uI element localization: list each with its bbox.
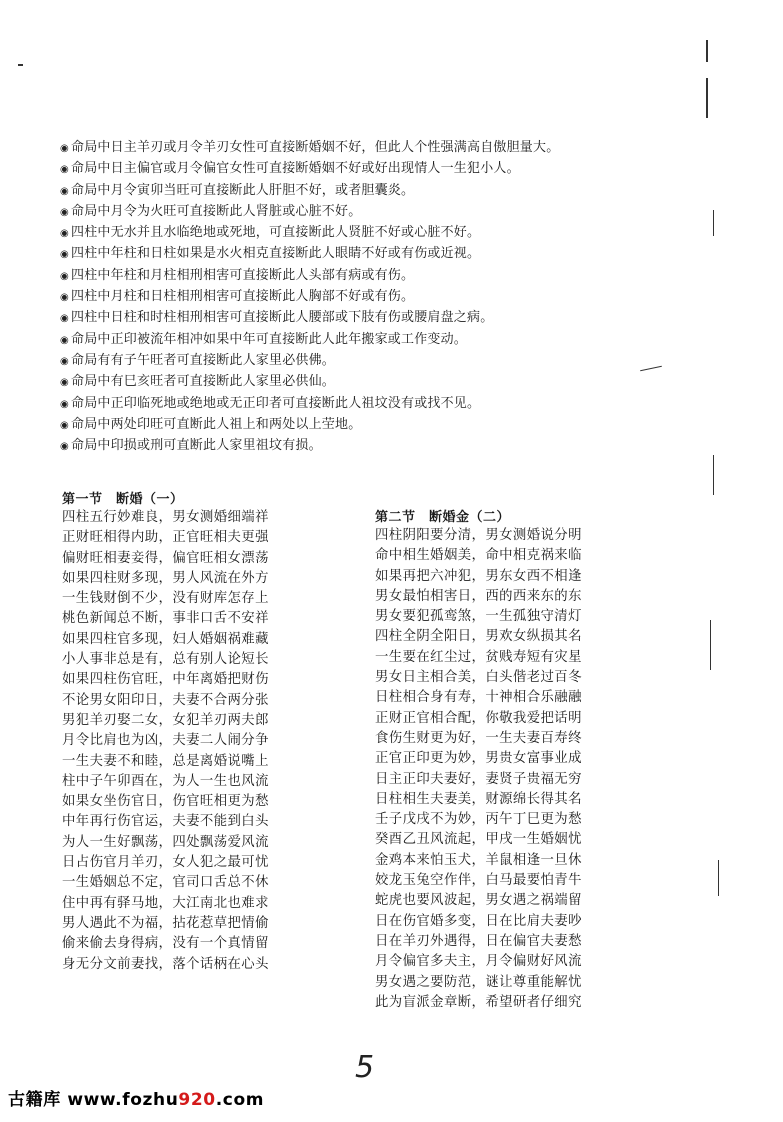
poem-line: 日主正印夫妻好，妻贤子贵福无穷 [375, 771, 582, 787]
poem-line: 正财旺相得内助，正官旺相夫更强 [62, 530, 269, 546]
rule-item: ◉ 四柱中无水并且水临绝地或死地，可直接断此人贤脏不好或心脏不好。 [60, 223, 700, 244]
bullet-icon: ◉ [60, 164, 69, 176]
poem-line: 日柱相生夫妻美，财源绵长得其名 [375, 791, 582, 807]
scan-mark [710, 620, 711, 670]
poem-line: 偷来偷去身得病，没有一个真情留 [62, 936, 269, 952]
poem-line: 命中相生婚姻美，命中相克祸来临 [375, 548, 582, 564]
poem-line: 姣龙玉兔空作伴，白马最要怕青牛 [375, 873, 582, 889]
rule-item: ◉ 四柱中日柱和时柱相刑相害可直接断此人腰部或下肢有伤或腰肩盘之病。 [60, 308, 700, 329]
watermark-prefix: 古籍库 www. [8, 1090, 123, 1110]
rule-item: ◉ 命局中正印被流年相冲如果中年可直接断此人此年搬家或工作变动。 [60, 330, 700, 351]
bullet-icon: ◉ [60, 313, 69, 325]
poem-line: 男人遇此不为福，拈花惹草把情偷 [62, 915, 269, 931]
poem-line: 男女日主相合美，白头偕老过百冬 [375, 670, 582, 686]
bullet-icon: ◉ [60, 185, 69, 197]
bullet-icon: ◉ [60, 377, 69, 389]
poem-line: 此为盲派金章断，希望研者仔细究 [375, 994, 582, 1010]
poem-line: 一生要在红尘过，贫贱寿短有灾星 [375, 649, 582, 665]
rule-item: ◉ 命局中日主羊刃或月令羊刃女性可直接断婚姻不好，但此人个性强满高自傲胆量大。 [60, 138, 700, 159]
poem-line: 男女要犯孤鸾煞，一生孤独守清灯 [375, 609, 582, 625]
rules-list [60, 138, 700, 457]
bullet-icon: ◉ [60, 334, 69, 346]
poem-line: 一生夫妻不和睦，总是离婚说嘴上 [62, 753, 269, 769]
section-2-poem [375, 526, 582, 1013]
rule-item: ◉ 命局中月令为火旺可直接断此人肾脏或心脏不好。 [60, 202, 700, 223]
section-1-poem [62, 508, 269, 975]
section-2-title: 第二节 断婚金（二） [375, 510, 511, 525]
watermark-number: 920 [178, 1090, 216, 1110]
poem-line: 桃色新闻总不断，事非口舌不安祥 [62, 611, 269, 627]
poem-line: 身无分文前妻找，落个话柄在心头 [62, 956, 269, 972]
rule-item: ◉ 命局中正印临死地或绝地或无正印者可直接断此人祖坟没有或找不见。 [60, 394, 700, 415]
poem-line: 男犯羊刃娶二女，女犯羊刃两夫郎 [62, 712, 269, 728]
scan-mark [18, 64, 23, 66]
poem-line: 男女遇之要防范，谜让尊重能解忧 [375, 974, 582, 990]
poem-line: 日占伤官月羊刃，女人犯之最可忧 [62, 855, 269, 871]
poem-line: 金鸡本来怕玉犬，羊鼠相逢一旦休 [375, 852, 582, 868]
watermark-name: fozhu [122, 1090, 179, 1110]
rule-item: ◉ 命局中有巳亥旺者可直接断此人家里必供仙。 [60, 372, 700, 393]
poem-line: 癸酉乙丑风流起，甲戌一生婚姻忧 [375, 832, 582, 848]
rule-item: ◉ 命局有有子午旺者可直接断此人家里必供佛。 [60, 351, 700, 372]
bullet-icon: ◉ [60, 398, 69, 410]
poem-line: 如果女坐伤官日，伤官旺相更为愁 [62, 794, 269, 810]
poem-line: 月令偏官多夫主，月令偏财好风流 [375, 954, 582, 970]
rule-item: ◉ 命局中两处印旺可直断此人祖上和两处以上茔地。 [60, 415, 700, 436]
scan-mark [718, 860, 719, 896]
rule-item: ◉ 四柱中月柱和日柱相刑相害可直接断此人胸部不好或有伤。 [60, 287, 700, 308]
bullet-icon: ◉ [60, 228, 69, 240]
poem-line: 正官正印更为妙，男贵女富事业成 [375, 751, 582, 767]
rule-item: ◉ 命局中日主偏官或月令偏官女性可直接断婚姻不好或好出现情人一生犯小人。 [60, 159, 700, 180]
poem-line: 男女最怕相害日，西的西来东的东 [375, 588, 582, 604]
rule-item: ◉ 四柱中年柱和日柱如果是水火相克直接断此人眼睛不好或有伤或近视。 [60, 244, 700, 265]
poem-line: 壬子戊戌不为妙，丙午丁巳更为愁 [375, 812, 582, 828]
scan-mark [706, 78, 708, 118]
poem-line: 不论男女阳印日，夫妻不合两分张 [62, 692, 269, 708]
bullet-icon: ◉ [60, 249, 69, 261]
poem-line: 四柱五行妙难良，男女测婚细端祥 [62, 510, 269, 525]
poem-line: 日在羊刃外遇得，日在偏官夫妻愁 [375, 933, 582, 949]
poem-line: 为人一生好飘荡，四处飘荡爱风流 [62, 834, 269, 850]
poem-line: 如果四柱官多现，妇人婚姻祸难藏 [62, 631, 269, 647]
bullet-icon: ◉ [60, 419, 69, 431]
poem-line: 如果四柱伤官旺，中年离婚把财伤 [62, 672, 269, 688]
rule-item: ◉ 命局中印损或刑可直断此人家里祖坟有损。 [60, 436, 700, 457]
rule-item: ◉ 四柱中年柱和月柱相刑相害可直接断此人头部有病或有伤。 [60, 266, 700, 287]
poem-line: 四柱全阴全阳日，男欢女纵损其名 [375, 629, 582, 645]
poem-line: 日在伤官婚多变，日在比肩夫妻吵 [375, 913, 582, 929]
section-1-title: 第一节 断婚（一） [62, 492, 184, 507]
poem-line: 蛇虎也要风波起，男女遇之祸端留 [375, 893, 582, 909]
poem-line: 月令比肩也为凶，夫妻二人闹分争 [62, 733, 269, 749]
bullet-icon: ◉ [60, 355, 69, 367]
scan-mark [713, 455, 714, 495]
poem-line: 一生钱财倒不少，没有财库怎存上 [62, 591, 269, 607]
poem-line: 小人事非总是有，总有别人论短长 [62, 652, 269, 668]
watermark-suffix: .com [215, 1090, 265, 1110]
poem-line: 如果再把六冲犯，男东女西不相逢 [375, 568, 582, 584]
poem-line: 偏财旺相妻妾得，偏官旺相女漂荡 [62, 550, 269, 566]
poem-line: 日柱相合身有寿，十神相合乐融融 [375, 690, 582, 706]
poem-line: 住中再有驿马地，大江南北也难求 [62, 895, 269, 911]
watermark [8, 1085, 264, 1110]
poem-line: 四柱阴阳要分清，男女测婚说分明 [375, 528, 582, 543]
poem-line: 食伤生财更为好，一生夫妻百寿终 [375, 730, 582, 746]
poem-line: 如果四柱财多现，男人风流在外方 [62, 570, 269, 586]
bullet-icon: ◉ [60, 206, 69, 218]
poem-line: 柱中子午卯酉在，为人一生也风流 [62, 773, 269, 789]
rule-item: ◉ 命局中月令寅卯当旺可直接断此人肝胆不好，或者胆囊炎。 [60, 181, 700, 202]
scan-mark [713, 210, 714, 236]
bullet-icon: ◉ [60, 292, 69, 304]
poem-line: 正财正官相合配，你敬我爱把话明 [375, 710, 582, 726]
scan-mark [706, 40, 708, 62]
page-number: 5 [355, 1050, 375, 1085]
bullet-icon: ◉ [60, 143, 69, 154]
poem-line: 中年再行伤官运，夫妻不能到白头 [62, 814, 269, 830]
bullet-icon: ◉ [60, 441, 69, 453]
bullet-icon: ◉ [60, 270, 69, 282]
poem-line: 一生婚姻总不定，官司口舌总不休 [62, 875, 269, 891]
